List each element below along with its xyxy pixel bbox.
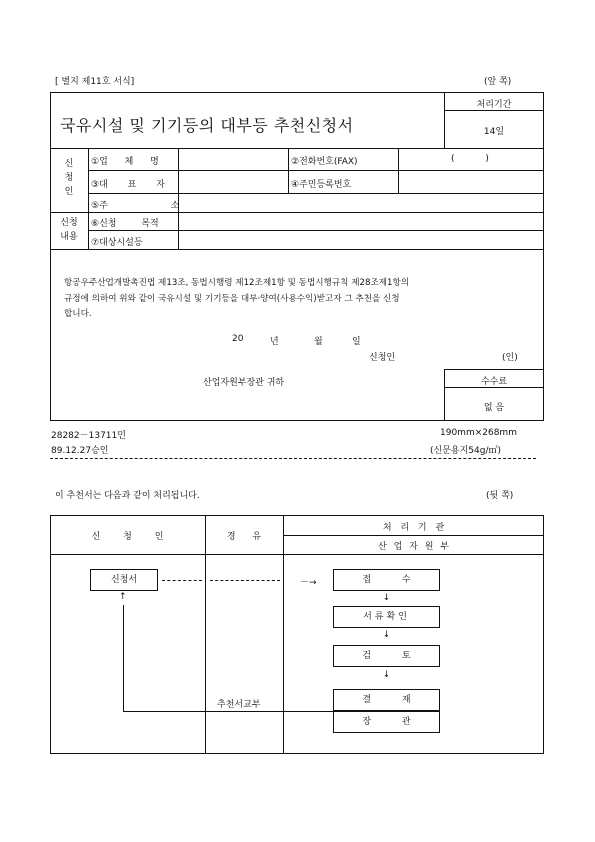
step-document-check: 서류확인 [333,606,440,628]
form-number: [ 별지 제11호 서식] [55,77,135,87]
paper-size: 190mm×268mm [440,428,517,438]
step-application: 신청서 [90,569,158,591]
date-month-suffix: 월 [314,337,323,347]
form-title: 국유시설 및 기기등의 대부등 추천신청서 [60,116,354,135]
form-code: 28282－13711민 [51,431,126,441]
paper-type: (신문용지54g/㎡) [430,446,501,456]
date-year: 20 [232,334,244,344]
processing-period-label: 처리기간 [476,100,512,110]
statement-line-2: 규정에 의하여 위와 같이 국유시설 및 기기등을 대부·양여(사용수익)받고자 그 추천을 신청 [64,294,400,304]
company-input[interactable] [179,149,287,169]
applicant-sign-label: 신청인 [369,353,396,363]
phone-input[interactable] [399,149,543,169]
fee-value: 없 음 [483,403,505,413]
back-side-label: (뒷 쪽) [486,491,514,501]
request-group-label: 신청 내용 [60,218,78,242]
arrow-down-1: ↓ [382,593,391,603]
col-applicant: 신 청 인 [91,532,164,542]
statement-line-3: 합니다. [64,309,92,319]
purpose-input[interactable] [179,213,543,229]
col-via: 경 유 [226,532,262,542]
addressee: 산업자원부장관 귀하 [203,378,285,388]
step-minister: 장 관 [333,711,440,733]
arrow-down-2: ↓ [382,630,391,640]
statement-line-1: 항공우주산업개발촉진법 제13조, 동법시행령 제12조제1항 및 동법시행규칙 제28조제1항의 [64,278,410,288]
applicant-group-label: 신 청 인 [64,159,74,197]
step-approval: 결 재 [333,689,440,711]
delivery-label: 추천서교부 [217,700,261,710]
col-ministry: 산 업 자 원 부 [378,542,449,552]
back-intro: 이 추천서는 다음과 같이 처리됩니다. [55,491,200,501]
address-input[interactable] [179,194,543,211]
arrow-up: ↑ [119,592,127,602]
arrow-right: －→ [300,578,317,588]
field-resident-no-label: ④주민등록번호 [291,180,352,190]
approval-date: 89.12.27승인 [51,446,109,456]
field-phone-label: ②전화번호(FAX) [291,157,358,167]
resident-no-input[interactable] [399,171,543,192]
representative-input[interactable] [179,171,287,192]
date-day-suffix: 일 [352,337,361,347]
front-side-label: (앞 쪽) [484,77,512,87]
processing-period-value: 14일 [483,127,505,137]
step-receipt: 접 수 [333,569,440,591]
field-company-label: ①업 체 명 [91,157,159,167]
field-address-label: ⑤주 소 [91,201,180,211]
phone-paren: ( ) [451,154,489,164]
form-frame [50,92,544,421]
field-representative-label: ③대 표 자 [91,180,165,190]
field-facility-label: ⑦대상시설등 [91,238,143,248]
seal-mark: (인) [502,353,518,363]
step-review: 검 토 [333,645,440,667]
date-year-suffix: 년 [270,337,279,347]
fee-label: 수수료 [480,377,508,387]
col-agency: 처 리 기 관 [382,523,445,533]
field-purpose-label: ⑥신청 목적 [91,219,159,229]
cut-line [50,458,536,459]
facility-input[interactable] [179,231,543,248]
arrow-down-3: ↓ [382,670,391,680]
